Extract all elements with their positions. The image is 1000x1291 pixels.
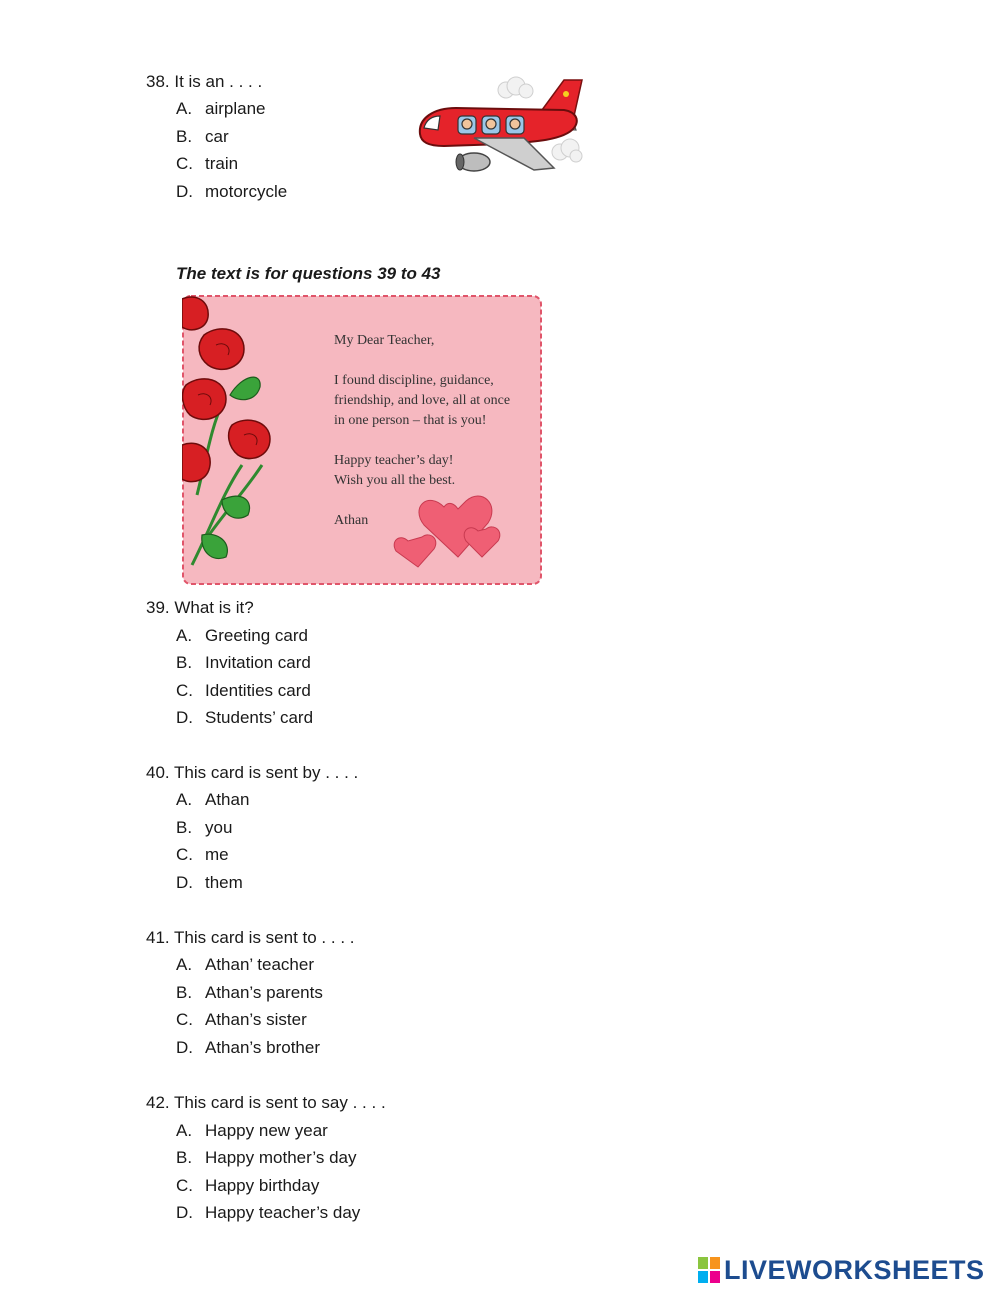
airplane-illustration (414, 76, 584, 180)
option-42-c[interactable]: C. Happy birthday (176, 1176, 320, 1195)
option-40-b[interactable]: B. you (176, 818, 233, 837)
option-42-a[interactable]: A. Happy new year (176, 1121, 328, 1140)
question-42: 42. This card is sent to say . . . . (146, 1093, 386, 1112)
liveworksheets-logo-text: LIVEWORKSHEETS (724, 1254, 985, 1285)
option-38-d[interactable]: D. motorcycle (176, 182, 288, 201)
option-42-d[interactable]: D. Happy teacher’s day (176, 1203, 361, 1222)
option-41-a[interactable]: A. Athan’ teacher (176, 955, 314, 974)
card-body-line-2: friendship, and love, all at once (334, 393, 511, 408)
option-38-c[interactable]: C. train (176, 154, 239, 173)
card-wish-line-1: Happy teacher’s day! (334, 453, 454, 468)
liveworksheets-logo-icon (698, 1257, 720, 1283)
option-40-d[interactable]: D. them (176, 873, 243, 892)
question-41: 41. This card is sent to . . . . (146, 928, 355, 947)
question-39: 39. What is it? (146, 598, 254, 617)
reading-instruction: The text is for questions 39 to 43 (176, 264, 441, 283)
card-signature: Athan (334, 513, 369, 528)
option-41-b[interactable]: B. Athan’s parents (176, 983, 323, 1002)
option-40-a[interactable]: A. Athan (176, 790, 250, 809)
card-body-line-3: in one person – that is you! (334, 413, 487, 428)
option-39-a[interactable]: A. Greeting card (176, 626, 308, 645)
card-wish-line-2: Wish you all the best. (334, 473, 456, 488)
question-38: 38. It is an . . . . (146, 72, 263, 91)
option-38-a[interactable]: A. airplane (176, 99, 266, 118)
option-42-b[interactable]: B. Happy mother’s day (176, 1148, 357, 1167)
option-40-c[interactable]: C. me (176, 845, 229, 864)
option-39-b[interactable]: B. Invitation card (176, 653, 311, 672)
option-38-b[interactable]: B. car (176, 127, 229, 146)
option-41-c[interactable]: C. Athan’s sister (176, 1010, 307, 1029)
option-41-d[interactable]: D. Athan’s brother (176, 1038, 320, 1057)
liveworksheets-logo[interactable] (698, 1255, 985, 1285)
option-39-d[interactable]: D. Students’ card (176, 708, 314, 727)
option-39-c[interactable]: C. Identities card (176, 681, 311, 700)
card-body-line-1: I found discipline, guidance, (334, 373, 494, 388)
card-salutation: My Dear Teacher, (334, 333, 435, 348)
question-40: 40. This card is sent by . . . . (146, 763, 359, 782)
